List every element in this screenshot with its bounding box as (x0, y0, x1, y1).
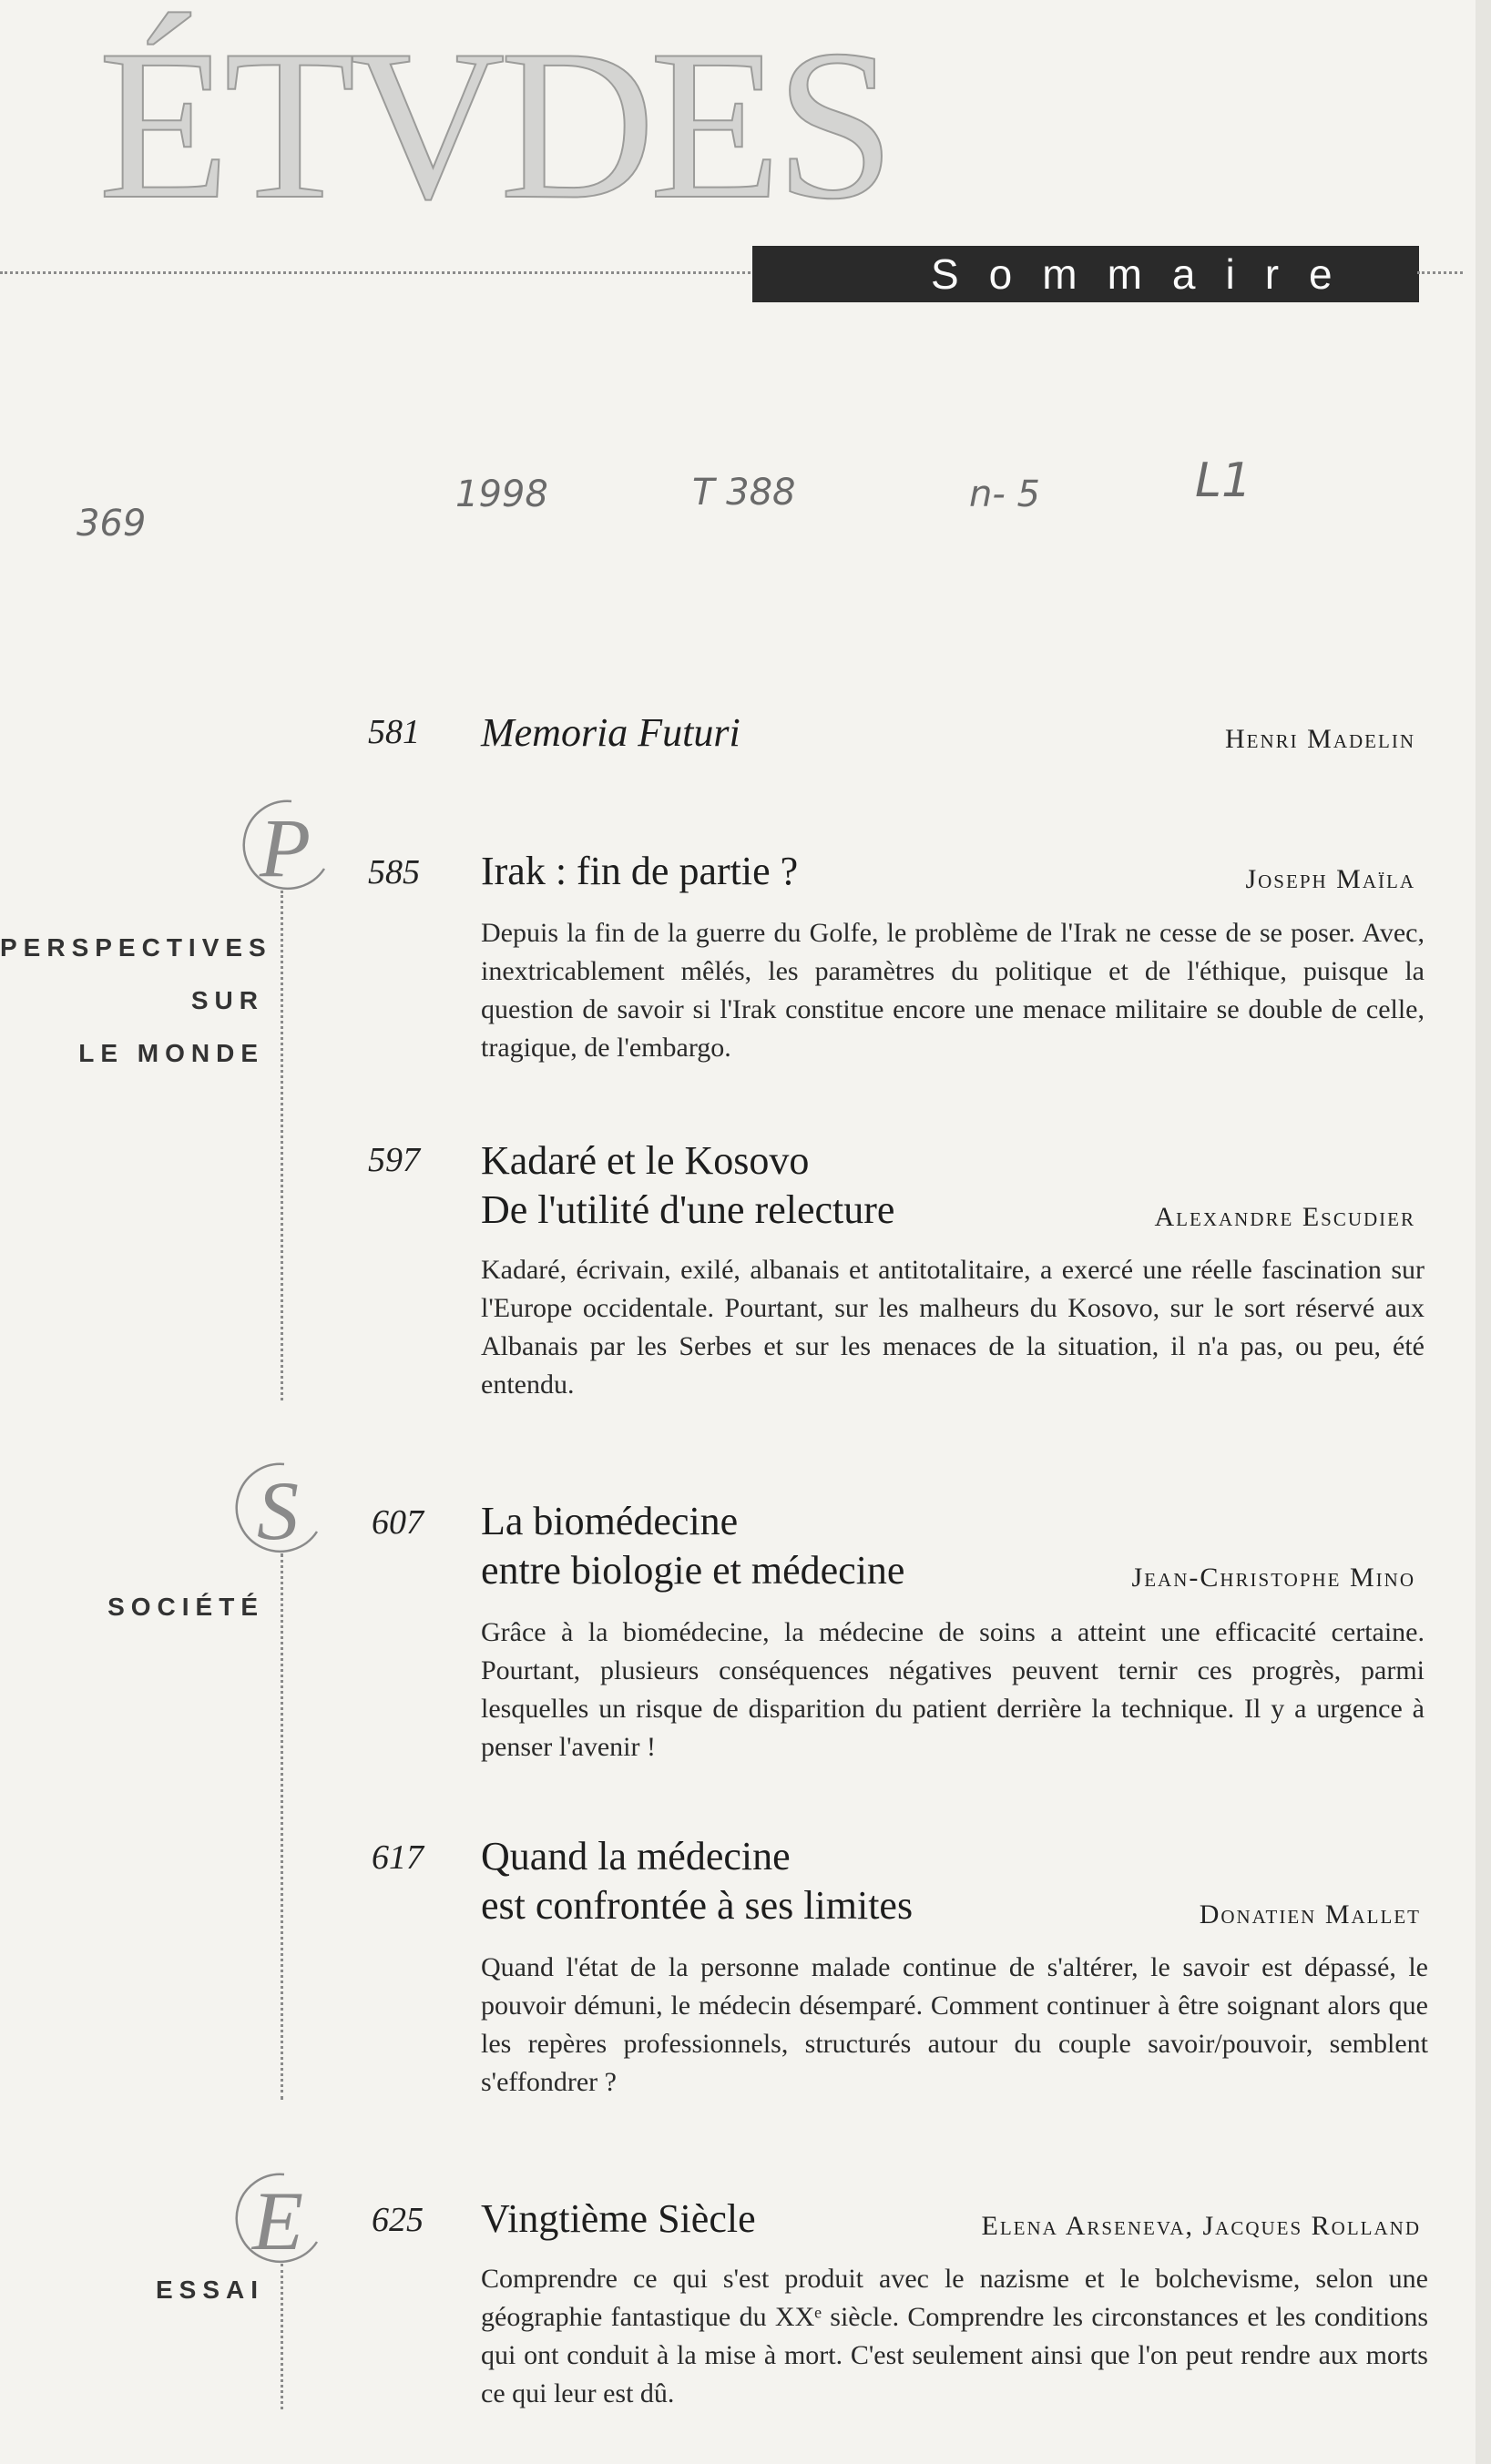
entry-page-number: 585 (368, 853, 420, 891)
entry-page-number: 625 (372, 2201, 424, 2239)
entry-title: Memoria Futuri (481, 710, 740, 755)
section-label-essai: ESSAI (155, 2276, 264, 2304)
entry-title: Kadaré et le Kosovo De l'utilité d'une relecture (481, 1138, 895, 1232)
entry-description: Grâce à la biomédecine, la médecine de soins a atteint une efficacité certaine. Pourtant, plusieurs conséquences négatives peuvent ternir ces progrès, parmi lesquelles un risque de disparition du patient derrière la technique. Il y a urgence à penser l'avenir ! (481, 1617, 1425, 1762)
sommaire-banner: Sommaire (752, 246, 1419, 302)
entry-description: Quand l'état de la personne malade continue de s'altérer, le savoir est dépassé, le pouvoir démuni, le médecin désemparé. Comment continuer à être soignant alors que les repères professionnels, structurés autour du couple savoir/pouvoir, semblent s'effondrer ? (481, 1952, 1428, 2097)
masthead-title: ÉTVDES (98, 6, 890, 244)
handwritten-note-3: T 388 (692, 472, 796, 514)
entry-author: Elena Arseneva, Jacques Rolland (981, 2211, 1421, 2241)
handwritten-note-2: 1998 (455, 473, 548, 515)
entry-page-number: 581 (368, 713, 420, 751)
entry-title: Quand la médecine est confrontée à ses limites (481, 1834, 914, 1928)
section-rule-societe (281, 1553, 283, 2100)
section-rule-perspectives (281, 891, 283, 1400)
entry-author: Donatien Mallet (1199, 1899, 1421, 1929)
entry-description: Depuis la fin de la guerre du Golfe, le problème de l'Irak ne cesse de se poser. Avec, inextricablement mêlés, les paramètres du politique et de l'éthique, puisque la question de savoir si l'Irak constitue encore une menace militaire se double de celle, tragique, de l'embargo. (481, 918, 1425, 1063)
entry-title: Irak : fin de partie ? (481, 849, 799, 893)
entry-description: Kadaré, écrivain, exilé, albanais et antitotalitaire, a exercé une réelle fascination sur l'Europe occidentale. Pourtant, sur les malheurs du Kosovo, sur le sort réservé aux Albanais par les Serbes et sur les menaces de la situation, il n'a pas, ou peu, été entendu. (481, 1255, 1425, 1400)
entry-author: Alexandre Escudier (1154, 1202, 1415, 1232)
handwritten-note-1: 369 (77, 503, 147, 545)
handwritten-note-4: n- 5 (969, 473, 1040, 515)
page-edge-shadow (1476, 0, 1491, 2464)
entry-title: Vingtième Siècle (481, 2196, 756, 2241)
entry-author: Joseph Maïla (1245, 864, 1415, 894)
entry-page-number: 597 (368, 1141, 420, 1179)
entry-author: Jean-Christophe Mino (1131, 1563, 1415, 1593)
entry-title: La biomédecine entre biologie et médecine (481, 1499, 905, 1593)
entry-page-number: 617 (372, 1838, 424, 1877)
section-label-perspectives: PERSPECTIVES SUR LE MONDE (0, 933, 272, 1067)
entry-description: Comprendre ce qui s'est produit avec le nazisme et le bolchevisme, selon une géographie fantastique du XXᵉ siècle. Comprendre les circonstances et les conditions qui ont conduit à la mise à mort. C'est seulement ainsi que l'on peut rendre aux morts ce qui leur est dû. (481, 2264, 1428, 2408)
masthead-divider-right (1417, 271, 1463, 274)
handwritten-note-5: L1 (1195, 453, 1252, 508)
entry-author: Henri Madelin (1225, 724, 1415, 754)
section-rule-essai (281, 2264, 283, 2409)
masthead-divider (0, 271, 756, 274)
section-letter-perspectives: P (235, 794, 335, 894)
section-letter-essai: E (228, 2167, 328, 2267)
section-letter-societe: S (228, 1457, 328, 1557)
entry-page-number: 607 (372, 1503, 424, 1542)
section-label-societe: SOCIÉTÉ (107, 1593, 264, 1621)
